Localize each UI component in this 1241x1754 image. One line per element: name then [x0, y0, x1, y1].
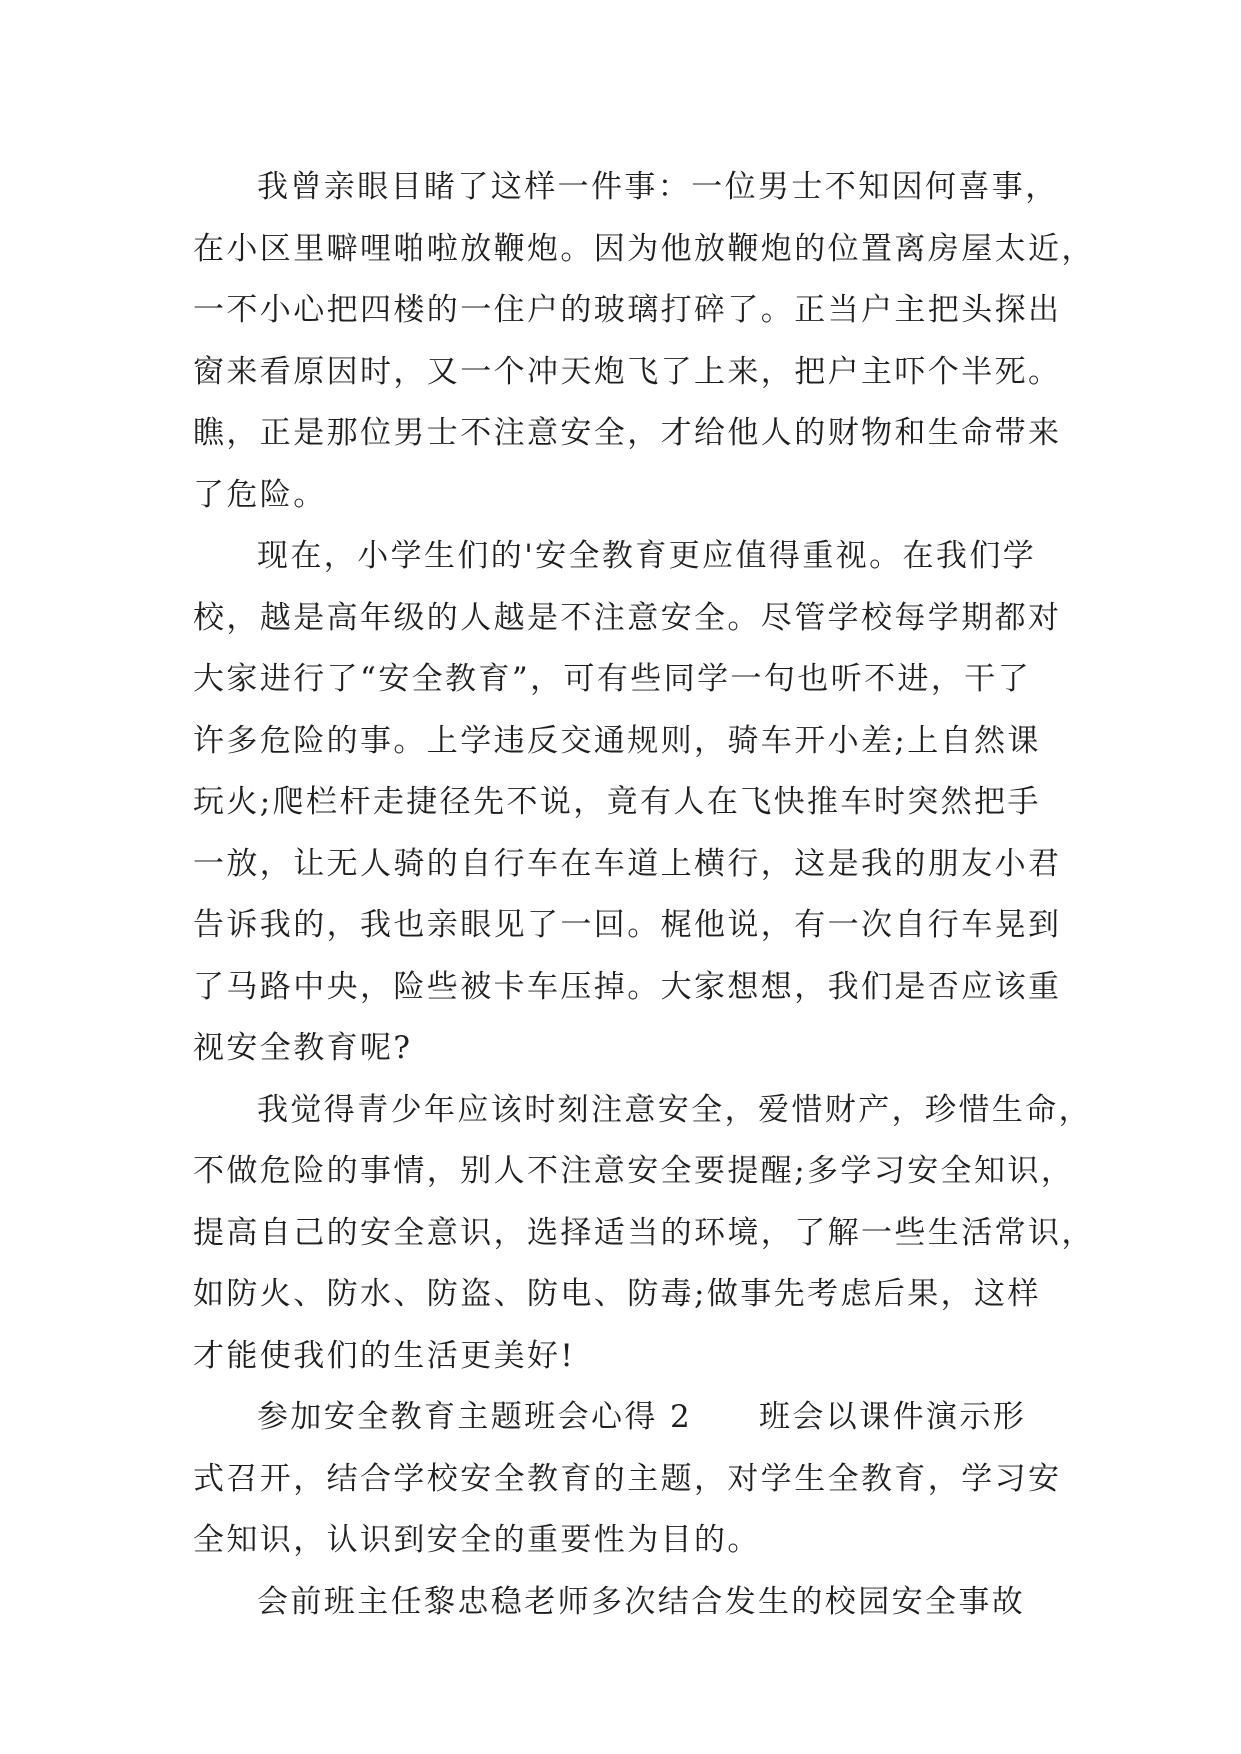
text-line: 一不小心把四楼的一住户的玻璃打碎了。正当户主把头探出	[193, 292, 1062, 328]
text-line: 告诉我的，我也亲眼见了一回。梶他说，有一次自行车晃到	[193, 907, 1062, 943]
text-line: 不做危险的事情，别人不注意安全要提醒;多学习安全知识，	[193, 1153, 1075, 1189]
text-line: 许多危险的事。上学违反交通规则，骑车开小差;上自然课	[193, 722, 1041, 759]
text-line: 如防火、防水、防盗、防电、防毒;做事先考虑后果，这样	[193, 1276, 1041, 1312]
text-line: 参加安全教育主题班会心得 2 班会以课件演示形	[257, 1399, 1027, 1435]
text-line: 视安全教育呢?	[193, 1030, 413, 1066]
text-line: 大家进行了“安全教育”，可有些同学一句也听不进，干了	[193, 661, 1032, 697]
text-line: 窗来看原因时，又一个冲天炮飞了上来，把户主吓个半死。	[193, 353, 1062, 390]
text-line: 了危险。	[193, 476, 327, 513]
text-line: 会前班主任黎忠稳老师多次结合发生的校园安全事故	[257, 1583, 1026, 1620]
text-line: 在小区里噼哩啪啦放鞭炮。因为他放鞭炮的位置离房屋太近，	[193, 230, 1095, 267]
text-line: 提高自己的安全意识，选择适当的环境，了解一些生活常识，	[193, 1214, 1095, 1251]
text-line: 我曾亲眼目睹了这样一件事：一位男士不知因何喜事，	[257, 169, 1059, 205]
text-line: 校，越是高年级的人越是不注意安全。尽管学校每学期都对	[193, 599, 1062, 636]
text-line: 式召开，结合学校安全教育的主题，对学生全教育，学习安	[193, 1460, 1062, 1497]
text-line: 才能使我们的生活更美好!	[193, 1337, 576, 1374]
document-body	[193, 157, 1095, 1633]
text-line: 我觉得青少年应该时刻注意安全，爱惜财产，珍惜生命，	[257, 1091, 1092, 1128]
text-line: 玩火;爬栏杆走捷径先不说，竟有人在飞快推车时突然把手	[193, 784, 1041, 820]
text-line: 一放，让无人骑的自行车在车道上横行，这是我的朋友小君	[193, 845, 1062, 882]
text-line: 全知识，认识到安全的重要性为目的。	[193, 1522, 761, 1558]
text-line: 现在，小学生们的'安全教育更应值得重视。在我们学	[257, 538, 1037, 574]
text-line: 了马路中央，险些被卡车压掉。大家想想，我们是否应该重	[193, 968, 1062, 1005]
text-line: 瞧，正是那位男士不注意安全，才给他人的财物和生命带来	[193, 415, 1062, 451]
